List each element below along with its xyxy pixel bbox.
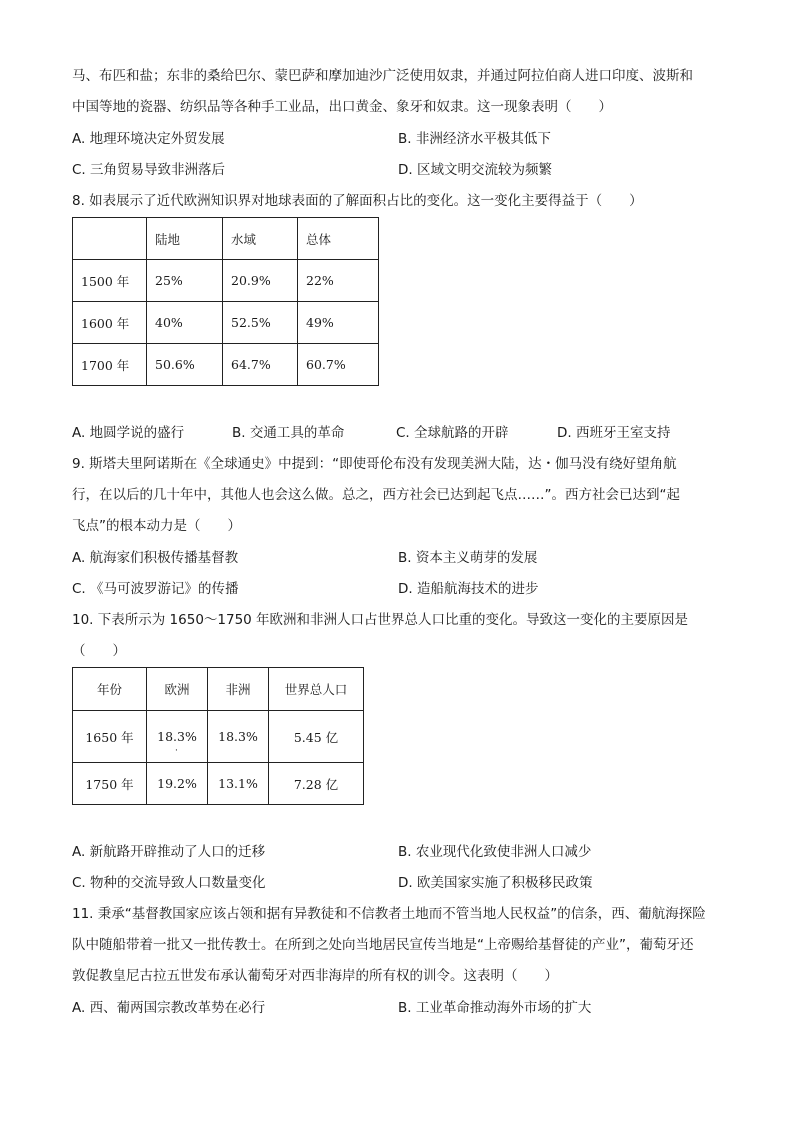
q9-option-c: C. 《马可波罗游记》的传播 xyxy=(72,581,239,597)
table-cell: 19.2% xyxy=(147,763,208,805)
q8-option-a: A. 地圆学说的盛行 xyxy=(72,425,185,441)
q8-option-b: B. 交通工具的革命 xyxy=(232,425,345,441)
q10-option-d: D. 欧美国家实施了积极移民政策 xyxy=(398,875,593,891)
q7-stem-line-1: 马、布匹和盐；东非的桑给巴尔、蒙巴萨和摩加迪沙广泛使用奴隶，并通过阿拉伯商人进口印度、波斯和 xyxy=(72,68,693,84)
table-cell: 22% xyxy=(298,260,379,302)
q7-option-c: C. 三角贸易导致非洲落后 xyxy=(72,162,226,178)
q8-table-header: 总体 xyxy=(298,218,379,260)
q10-table-header: 非洲 xyxy=(208,668,269,711)
table-cell: 64.7% xyxy=(223,344,298,386)
q11-option-b: B. 工业革命推动海外市场的扩大 xyxy=(398,1000,592,1016)
q9-stem-line-3: 飞点”的根本动力是（ ） xyxy=(72,518,241,534)
table-cell: 49% xyxy=(298,302,379,344)
q8-option-d: D. 西班牙王室支持 xyxy=(557,425,671,441)
q10-stem-line-1: 10. 下表所示为 1650～1750 年欧洲和非洲人口占世界总人口比重的变化。导致这一变化的主要原因是 xyxy=(72,612,689,628)
table-cell: 1750 年 xyxy=(73,763,147,805)
table-row xyxy=(73,344,379,386)
table-row xyxy=(73,711,364,763)
table-row xyxy=(73,260,379,302)
q11-stem-line-3: 敦促教皇尼古拉五世发布承认葡萄牙对西非海岸的所有权的训令。这表明（ ） xyxy=(72,968,558,984)
q9-stem-line-1: 9. 斯塔夫里阿诺斯在《全球通史》中提到：“即使哥伦布没有发现美洲大陆，达・伽马没有绕好望角航 xyxy=(72,456,677,472)
q10-option-b: B. 农业现代化致使非洲人口减少 xyxy=(398,844,592,860)
q7-option-a: A. 地理环境决定外贸发展 xyxy=(72,131,225,147)
q8-table-header: 陆地 xyxy=(147,218,223,260)
table-cell: 25% xyxy=(147,260,223,302)
q10-table xyxy=(72,667,364,805)
table-cell: 40% xyxy=(147,302,223,344)
table-cell-value: 18.3% xyxy=(157,729,197,744)
table-cell: 50.6% xyxy=(147,344,223,386)
table-cell: 7.28 亿 xyxy=(269,763,364,805)
q9-option-b: B. 资本主义萌芽的发展 xyxy=(398,550,538,566)
q8-table xyxy=(72,217,379,386)
q7-option-b: B. 非洲经济水平极其低下 xyxy=(398,131,551,147)
q10-table-header: 欧洲 xyxy=(147,668,208,711)
table-cell: 1500 年 xyxy=(73,260,147,302)
q7-stem-line-2: 中国等地的瓷器、纺织品等各种手工业品，出口黄金、象牙和奴隶。这一现象表明（ ） xyxy=(72,99,612,115)
q11-stem-line-1: 11. 秉承“基督教国家应该占领和据有异教徒和不信教者土地而不管当地人民权益”的信条，西、葡航海探险 xyxy=(72,906,706,922)
table-cell: 13.1% xyxy=(208,763,269,805)
q8-table-header: 水域 xyxy=(223,218,298,260)
q10-stem-line-2: （ ） xyxy=(72,643,126,659)
q8-table-header xyxy=(73,218,147,260)
table-cell: 20.9% xyxy=(223,260,298,302)
q10-table-header-row xyxy=(73,668,364,711)
table-cell: 1650 年 xyxy=(73,711,147,763)
table-cell: 5.45 亿 xyxy=(269,711,364,763)
table-cell: 60.7% xyxy=(298,344,379,386)
table-row xyxy=(73,763,364,805)
table-cell: 1700 年 xyxy=(73,344,147,386)
q10-option-a: A. 新航路开辟推动了人口的迁移 xyxy=(72,844,266,860)
q8-table-header-row xyxy=(73,218,379,260)
q11-option-a: A. 西、葡两国宗教改革势在必行 xyxy=(72,1000,266,1016)
q10-option-c: C. 物种的交流导致人口数量变化 xyxy=(72,875,266,891)
q9-stem-line-2: 行，在以后的几十年中，其他人也会这么做。总之，西方社会已达到起飞点……”。西方社会已达到“起 xyxy=(72,487,680,503)
stray-dot-mark: · xyxy=(175,746,178,756)
q10-table-header: 年份 xyxy=(73,668,147,711)
table-cell: 52.5% xyxy=(223,302,298,344)
q11-stem-line-2: 队中随船带着一批又一批传教士。在所到之处向当地居民宣传当地是“上帝赐给基督徒的产业”，葡萄牙还 xyxy=(72,937,694,953)
table-cell xyxy=(147,711,208,763)
table-cell: 1600 年 xyxy=(73,302,147,344)
table-cell: 18.3% xyxy=(208,711,269,763)
q7-option-d: D. 区域文明交流较为频繁 xyxy=(398,162,552,178)
q8-option-c: C. 全球航路的开辟 xyxy=(396,425,509,441)
q9-option-d: D. 造船航海技术的进步 xyxy=(398,581,539,597)
q10-table-header: 世界总人口 xyxy=(269,668,364,711)
table-row xyxy=(73,302,379,344)
q8-stem: 8. 如表展示了近代欧洲知识界对地球表面的了解面积占比的变化。这一变化主要得益于（ ） xyxy=(72,193,643,209)
q9-option-a: A. 航海家们积极传播基督教 xyxy=(72,550,239,566)
